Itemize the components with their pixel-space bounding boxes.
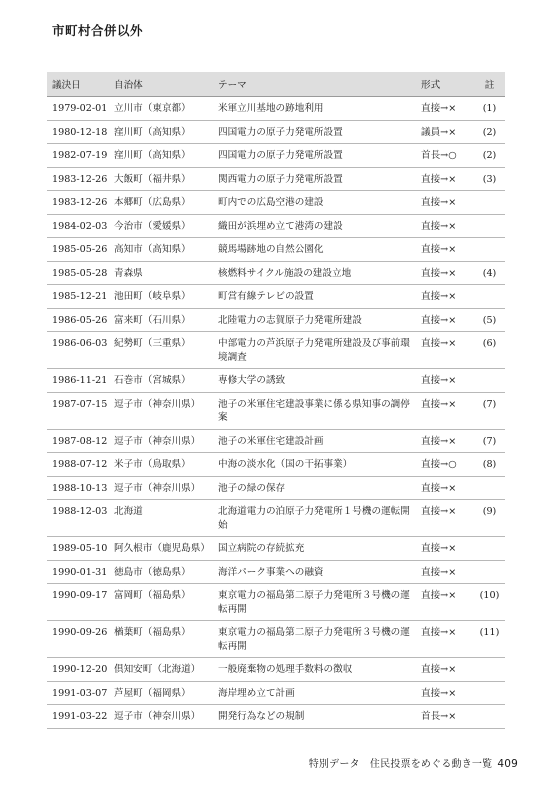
cell-note: (5) xyxy=(474,308,505,332)
cell-note xyxy=(474,705,505,729)
cell-theme: 国立病院の存続拡充 xyxy=(213,537,416,561)
cell-theme: 池子の米軍住宅建設計画 xyxy=(213,429,416,453)
cell-form: 直接→× xyxy=(416,500,474,537)
cell-theme: 町営有線テレビの設置 xyxy=(213,285,416,309)
cell-date: 1985-12-21 xyxy=(47,285,109,309)
cell-date: 1988-07-12 xyxy=(47,453,109,477)
cell-date: 1987-07-15 xyxy=(47,392,109,429)
cell-note xyxy=(474,191,505,215)
cell-theme: 池子の緑の保存 xyxy=(213,476,416,500)
table-row xyxy=(47,332,505,369)
column-header-theme: テーマ xyxy=(213,72,416,97)
table-row xyxy=(47,97,505,121)
cell-date: 1983-12-26 xyxy=(47,191,109,215)
cell-note: (6) xyxy=(474,332,505,369)
cell-theme: 東京電力の福島第二原子力発電所３号機の運転再開 xyxy=(213,584,416,621)
cell-note: (2) xyxy=(474,144,505,168)
table-row xyxy=(47,500,505,537)
cell-form: 直接→× xyxy=(416,476,474,500)
cell-note xyxy=(474,658,505,682)
cell-municipality: 北海道 xyxy=(109,500,213,537)
cell-date: 1986-11-21 xyxy=(47,369,109,393)
table-row xyxy=(47,191,505,215)
cell-form: 直接→× xyxy=(416,191,474,215)
cell-form: 直接→× xyxy=(416,658,474,682)
cell-form: 直接→× xyxy=(416,621,474,658)
table-row xyxy=(47,476,505,500)
cell-note: (4) xyxy=(474,261,505,285)
table-row xyxy=(47,120,505,144)
cell-date: 1990-12-20 xyxy=(47,658,109,682)
cell-note xyxy=(474,681,505,705)
cell-theme: 中海の淡水化（国の干拓事業） xyxy=(213,453,416,477)
cell-date: 1979-02-01 xyxy=(47,97,109,121)
cell-municipality: 窪川町（高知県） xyxy=(109,144,213,168)
cell-municipality: 阿久根市（鹿児島県） xyxy=(109,537,213,561)
cell-municipality: 紀勢町（三重県） xyxy=(109,332,213,369)
cell-municipality: 今治市（愛媛県） xyxy=(109,214,213,238)
table-row xyxy=(47,429,505,453)
column-header-form: 形式 xyxy=(416,72,474,97)
cell-form: 直接→× xyxy=(416,214,474,238)
cell-note: (9) xyxy=(474,500,505,537)
cell-municipality: 逗子市（神奈川県） xyxy=(109,429,213,453)
cell-note: (7) xyxy=(474,392,505,429)
cell-municipality: 青森県 xyxy=(109,261,213,285)
cell-date: 1982-07-19 xyxy=(47,144,109,168)
cell-municipality: 富岡町（福島県） xyxy=(109,584,213,621)
cell-note xyxy=(474,537,505,561)
cell-theme: 開発行為などの規制 xyxy=(213,705,416,729)
table-header-row xyxy=(47,72,505,97)
cell-theme: 専修大学の誘致 xyxy=(213,369,416,393)
cell-date: 1985-05-28 xyxy=(47,261,109,285)
cell-municipality: 芦屋町（福岡県） xyxy=(109,681,213,705)
cell-theme: 海洋パーク事業への融資 xyxy=(213,560,416,584)
column-header-municipality: 自治体 xyxy=(109,72,213,97)
cell-form: 直接→○ xyxy=(416,453,474,477)
cell-form: 直接→× xyxy=(416,584,474,621)
cell-note: (11) xyxy=(474,621,505,658)
cell-municipality: 立川市（東京都） xyxy=(109,97,213,121)
table-row xyxy=(47,308,505,332)
referendum-table xyxy=(47,72,505,729)
cell-theme: 織田が浜埋め立て港湾の建設 xyxy=(213,214,416,238)
table-row xyxy=(47,584,505,621)
cell-municipality: 逗子市（神奈川県） xyxy=(109,392,213,429)
cell-date: 1990-09-26 xyxy=(47,621,109,658)
cell-theme: 米軍立川基地の跡地利用 xyxy=(213,97,416,121)
cell-form: 首長→× xyxy=(416,705,474,729)
cell-municipality: 逗子市（神奈川県） xyxy=(109,705,213,729)
table-row xyxy=(47,453,505,477)
cell-form: 直接→× xyxy=(416,560,474,584)
table-row xyxy=(47,261,505,285)
cell-date: 1989-05-10 xyxy=(47,537,109,561)
table-row xyxy=(47,621,505,658)
cell-form: 議員→× xyxy=(416,120,474,144)
cell-municipality: 本郷町（広島県） xyxy=(109,191,213,215)
cell-date: 1986-05-26 xyxy=(47,308,109,332)
cell-form: 直接→× xyxy=(416,392,474,429)
cell-theme: 関西電力の原子力発電所設置 xyxy=(213,167,416,191)
cell-form: 直接→× xyxy=(416,285,474,309)
running-title: 特別データ 住民投票をめぐる動き一覧 xyxy=(308,759,493,770)
page-title: 市町村合併以外 xyxy=(52,23,144,38)
cell-date: 1983-12-26 xyxy=(47,167,109,191)
cell-note xyxy=(474,238,505,262)
cell-form: 直接→× xyxy=(416,261,474,285)
cell-theme: 北海道電力の泊原子力発電所１号機の運転開始 xyxy=(213,500,416,537)
cell-municipality: 窪川町（高知県） xyxy=(109,120,213,144)
table-row xyxy=(47,369,505,393)
cell-municipality: 倶知安町（北海道） xyxy=(109,658,213,682)
cell-theme: 競馬場跡地の自然公園化 xyxy=(213,238,416,262)
cell-note xyxy=(474,214,505,238)
cell-note xyxy=(474,560,505,584)
cell-date: 1987-08-12 xyxy=(47,429,109,453)
cell-theme: 北陸電力の志賀原子力発電所建設 xyxy=(213,308,416,332)
page-footer xyxy=(309,755,518,770)
cell-form: 直接→× xyxy=(416,97,474,121)
cell-form: 直接→× xyxy=(416,537,474,561)
cell-form: 直接→× xyxy=(416,681,474,705)
cell-date: 1991-03-07 xyxy=(47,681,109,705)
cell-date: 1984-02-03 xyxy=(47,214,109,238)
cell-date: 1991-03-22 xyxy=(47,705,109,729)
table-row xyxy=(47,238,505,262)
cell-municipality: 石巻市（宮城県） xyxy=(109,369,213,393)
cell-date: 1980-12-18 xyxy=(47,120,109,144)
column-header-note: 註 xyxy=(474,72,505,97)
cell-form: 直接→× xyxy=(416,167,474,191)
cell-form: 直接→× xyxy=(416,238,474,262)
cell-municipality: 米子市（鳥取県） xyxy=(109,453,213,477)
cell-theme: 東京電力の福島第二原子力発電所３号機の運転再開 xyxy=(213,621,416,658)
table-row xyxy=(47,285,505,309)
cell-theme: 中部電力の芦浜原子力発電所建設及び事前環境調査 xyxy=(213,332,416,369)
cell-theme: 海岸埋め立て計画 xyxy=(213,681,416,705)
page-number: 409 xyxy=(497,758,518,770)
table-row xyxy=(47,144,505,168)
cell-note: (7) xyxy=(474,429,505,453)
cell-theme: 一般廃棄物の処理手数料の徴収 xyxy=(213,658,416,682)
cell-theme: 池子の米軍住宅建設事業に係る県知事の調停案 xyxy=(213,392,416,429)
cell-theme: 核燃料サイクル施設の建設立地 xyxy=(213,261,416,285)
table-row xyxy=(47,681,505,705)
table-row xyxy=(47,705,505,729)
table-row xyxy=(47,167,505,191)
cell-date: 1988-10-13 xyxy=(47,476,109,500)
cell-theme: 町内での広島空港の建設 xyxy=(213,191,416,215)
cell-municipality: 逗子市（神奈川県） xyxy=(109,476,213,500)
cell-date: 1986-06-03 xyxy=(47,332,109,369)
table-row xyxy=(47,560,505,584)
cell-note: (1) xyxy=(474,97,505,121)
cell-form: 直接→× xyxy=(416,308,474,332)
table-row xyxy=(47,537,505,561)
cell-theme: 四国電力の原子力発電所設置 xyxy=(213,120,416,144)
cell-municipality: 楢葉町（福島県） xyxy=(109,621,213,658)
cell-form: 直接→× xyxy=(416,429,474,453)
table-body xyxy=(47,97,505,729)
cell-municipality: 大飯町（福井県） xyxy=(109,167,213,191)
column-header-date: 議決日 xyxy=(47,72,109,97)
cell-note: (10) xyxy=(474,584,505,621)
cell-note xyxy=(474,285,505,309)
cell-municipality: 富来町（石川県） xyxy=(109,308,213,332)
table-row xyxy=(47,214,505,238)
cell-form: 直接→× xyxy=(416,332,474,369)
cell-municipality: 徳島市（徳島県） xyxy=(109,560,213,584)
cell-municipality: 高知市（高知県） xyxy=(109,238,213,262)
cell-note xyxy=(474,369,505,393)
cell-form: 直接→× xyxy=(416,369,474,393)
cell-municipality: 池田町（岐阜県） xyxy=(109,285,213,309)
cell-date: 1988-12-03 xyxy=(47,500,109,537)
table-row xyxy=(47,658,505,682)
cell-note: (2) xyxy=(474,120,505,144)
cell-date: 1985-05-26 xyxy=(47,238,109,262)
cell-date: 1990-01-31 xyxy=(47,560,109,584)
cell-note xyxy=(474,476,505,500)
cell-note: (8) xyxy=(474,453,505,477)
cell-theme: 四国電力の原子力発電所設置 xyxy=(213,144,416,168)
cell-date: 1990-09-17 xyxy=(47,584,109,621)
table-row xyxy=(47,392,505,429)
cell-form: 首長→○ xyxy=(416,144,474,168)
cell-note: (3) xyxy=(474,167,505,191)
